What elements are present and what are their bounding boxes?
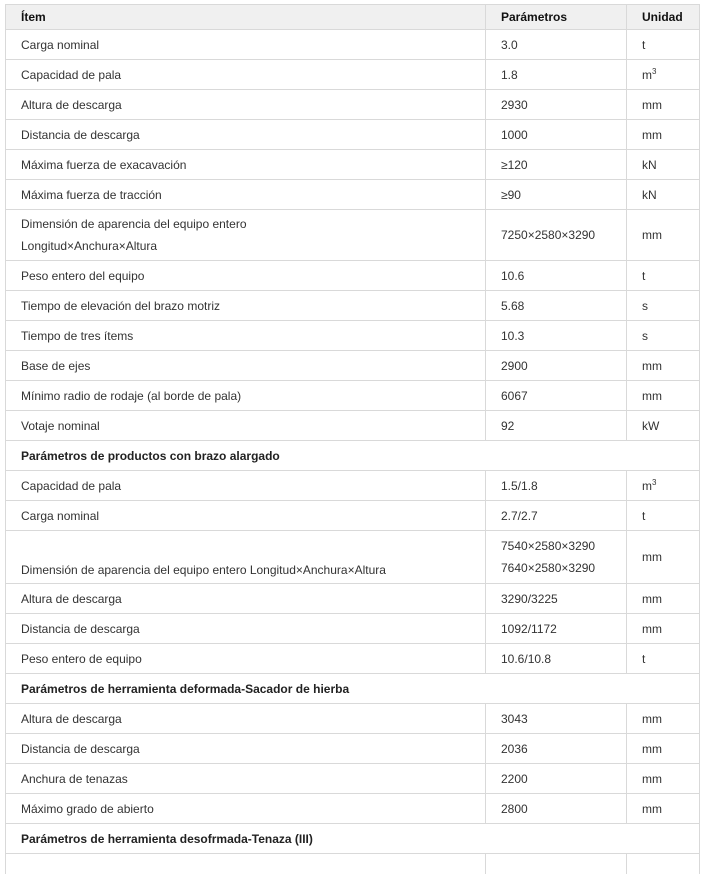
unit-superscript: 3 xyxy=(652,67,656,76)
unit-cell: s xyxy=(627,321,700,351)
value-cell: 3043 xyxy=(486,704,627,734)
item-cell: Capacidad de pala xyxy=(6,60,486,90)
item-cell: Anchura de tenazas xyxy=(6,764,486,794)
unit-cell: mm xyxy=(627,120,700,150)
header-unit: Unidad xyxy=(627,5,700,30)
table-row xyxy=(6,261,700,291)
item-cell: Distancia de descarga xyxy=(6,614,486,644)
header-params: Parámetros xyxy=(486,5,627,30)
unit-cell: $m^3$ xyxy=(627,471,700,501)
spec-table xyxy=(5,4,700,874)
table-row xyxy=(6,531,700,584)
unit-cell: mm xyxy=(627,584,700,614)
table-row xyxy=(6,764,700,794)
table-row xyxy=(6,794,700,824)
value-cell: 10.3 xyxy=(486,321,627,351)
item-cell: Altura de descarga xyxy=(6,704,486,734)
item-cell: Carga nominal xyxy=(6,30,486,60)
unit-cell: mm xyxy=(627,90,700,120)
value-cell: 5.68 xyxy=(486,291,627,321)
item-cell: Tiempo de elevación del brazo motriz xyxy=(6,291,486,321)
table-body xyxy=(6,30,700,874)
table-row xyxy=(6,60,700,90)
unit-cell: $m^3$ xyxy=(627,60,700,90)
item-cell: Máxima fuerza de exacavación xyxy=(6,150,486,180)
header-item: Ítem xyxy=(6,5,486,30)
unit-cell: mm xyxy=(627,614,700,644)
value-cell: 92 xyxy=(486,411,627,441)
unit-cell: mm xyxy=(627,734,700,764)
table-row xyxy=(6,584,700,614)
unit-cell: mm xyxy=(627,764,700,794)
item-line: Longitud×Anchura×Altura xyxy=(21,235,485,257)
table-row xyxy=(6,30,700,60)
item-cell: Mínimo radio de rodaje (al borde de pala) xyxy=(6,381,486,411)
item-cell: Peso entero de equipo xyxy=(6,644,486,674)
table-row xyxy=(6,471,700,501)
table-row xyxy=(6,90,700,120)
table-row xyxy=(6,291,700,321)
table-row xyxy=(6,734,700,764)
value-cell: 2800 xyxy=(486,794,627,824)
table-row xyxy=(6,351,700,381)
value-cell: 3.0 xyxy=(486,30,627,60)
unit-cell: t xyxy=(627,644,700,674)
value-line: 7250×2580×3290 xyxy=(501,224,626,246)
section-label: Parámetros de herramienta deformada-Sacador de hierba xyxy=(6,674,700,704)
table-row xyxy=(6,411,700,441)
table-header-row xyxy=(6,5,700,30)
unit-cell: kW xyxy=(627,411,700,441)
section-row xyxy=(6,824,700,854)
value-cell: 1092/1172 xyxy=(486,614,627,644)
value-cell: 1.8 xyxy=(486,60,627,90)
item-line: Dimensión de aparencia del equipo entero xyxy=(21,213,485,235)
unit-cell: t xyxy=(627,261,700,291)
unit-cell: mm xyxy=(627,351,700,381)
item-cell xyxy=(6,531,486,584)
item-cell: Máximo grado de abierto xyxy=(6,794,486,824)
item-cell xyxy=(6,210,486,261)
section-label: Parámetros de herramienta desofrmada-Tenaza (III) xyxy=(6,824,700,854)
unit-cell: t xyxy=(627,501,700,531)
item-cell: Base de ejes xyxy=(6,351,486,381)
item-cell: Peso entero del equipo xyxy=(6,261,486,291)
value-cell: 6067 xyxy=(486,381,627,411)
value-cell xyxy=(486,210,627,261)
item-cell: Votaje nominal xyxy=(6,411,486,441)
unit-cell: t xyxy=(627,30,700,60)
value-cell: 1.5/1.8 xyxy=(486,471,627,501)
unit-cell: s xyxy=(627,291,700,321)
table-row xyxy=(6,180,700,210)
item-cell: Distancia de descarga xyxy=(6,734,486,764)
item-cell: Altura de descarga xyxy=(6,90,486,120)
item-cell: Altura de descarga xyxy=(6,584,486,614)
value-line: 7540×2580×3290 xyxy=(501,535,626,557)
item-cell: Carga nominal xyxy=(6,501,486,531)
value-cell: 3290/3225 xyxy=(486,584,627,614)
item-line: Dimensión de aparencia del equipo entero Longitud×Anchura×Altura xyxy=(21,559,485,581)
table-row xyxy=(6,210,700,261)
section-label: Parámetros de productos con brazo alargado xyxy=(6,441,700,471)
value-cell: ≥120 xyxy=(486,150,627,180)
value-cell: ≥90 xyxy=(486,180,627,210)
unit-cell: mm xyxy=(627,210,700,261)
value-cell: 1000 xyxy=(486,120,627,150)
table-row xyxy=(6,120,700,150)
unit-cell: mm xyxy=(627,704,700,734)
unit-superscript: 3 xyxy=(652,478,656,487)
section-row xyxy=(6,441,700,471)
unit-cell: mm xyxy=(627,531,700,584)
value-cell: 10.6 xyxy=(486,261,627,291)
table-row xyxy=(6,644,700,674)
value-cell: 2930 xyxy=(486,90,627,120)
item-cell: Distancia de descarga xyxy=(6,120,486,150)
unit-cell: mm xyxy=(627,794,700,824)
item-cell: Máxima fuerza de tracción xyxy=(6,180,486,210)
table-row xyxy=(6,614,700,644)
table-row xyxy=(6,321,700,351)
table-row xyxy=(6,381,700,411)
unit-cell: mm xyxy=(627,381,700,411)
item-cell: Capacidad de pala xyxy=(6,471,486,501)
value-cell: 2.7/2.7 xyxy=(486,501,627,531)
value-cell: 2200 xyxy=(486,764,627,794)
item-cell: Tiempo de tres ítems xyxy=(6,321,486,351)
table-row xyxy=(6,501,700,531)
value-cell: 2900 xyxy=(486,351,627,381)
unit-cell: kN xyxy=(627,180,700,210)
table-row xyxy=(6,150,700,180)
section-row xyxy=(6,674,700,704)
value-line: 7640×2580×3290 xyxy=(501,557,626,579)
unit-cell: kN xyxy=(627,150,700,180)
table-row xyxy=(6,704,700,734)
value-cell: 2036 xyxy=(486,734,627,764)
value-cell: 10.6/10.8 xyxy=(486,644,627,674)
value-cell xyxy=(486,531,627,584)
